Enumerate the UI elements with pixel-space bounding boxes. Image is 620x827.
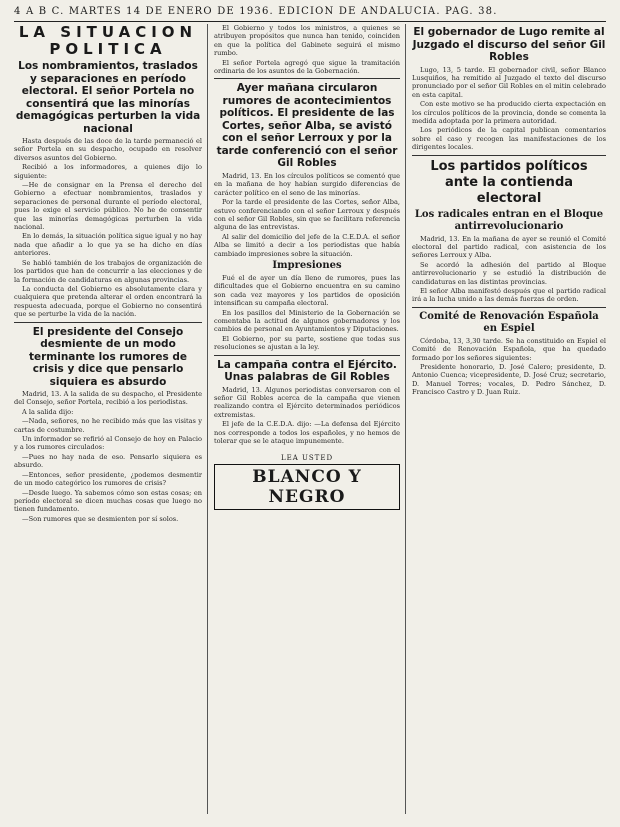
article-separator	[214, 355, 400, 356]
paragraph: Recibió a los informadores, a quienes dijo lo siguiente:	[14, 163, 202, 180]
paragraph: Presidente honorario, D. José Calero; presidente, D. Antonio Cuenca; vicepresidente, D. José Cruz; secretario, D. Manuel Torres; vocales, D. Pedro Sánchez, D. Francisco Castro y D. Juan Ruiz.	[412, 363, 606, 397]
paragraph: El jefe de la C.E.D.A. dijo: —La defensa del Ejército nos corresponde a todos los españoles, y no hemos de tolerar que se le ataque impunemente.	[214, 420, 400, 446]
paragraph: Fué el de ayer un día lleno de rumores, pues las dificultades que el Gobierno encuentra en su camino son cada vez mayores y los partidos de oposición intensifican su campaña electoral.	[214, 274, 400, 308]
article-separator	[214, 78, 400, 79]
article-headline: El gobernador de Lugo remite al Juzgado el discurso del señor Gil Robles	[412, 26, 606, 63]
column-3	[412, 24, 606, 820]
article-separator	[412, 307, 606, 308]
column-rule	[405, 24, 406, 814]
paragraph: El señor Alba manifestó después que el partido radical irá a la lucha unido a las demás fuerzas de orden.	[412, 287, 606, 304]
paragraph: Al salir del domicilio del jefe de la C.E.D.A. el señor Alba se limitó a decir a los periodistas que había cambiado impresiones sobre la situación.	[214, 232, 400, 258]
paragraph: A la salida dijo:	[22, 407, 74, 416]
paragraph: La conducta del Gobierno es absolutamente clara y cualquiera que pretenda alterar el orden encontrará la respuesta adecuada, porque el Gobierno no consentirá que se perturbe la vida de la nación.	[14, 284, 202, 319]
column-rule	[207, 24, 208, 814]
paragraph: Hasta después de las doce de la tarde permaneció el señor Portela en su despacho, ocupado en resolver diversos asuntos del Gobierno.	[14, 137, 202, 162]
article-separator	[14, 322, 202, 323]
paragraph: El señor Portela agregó que sigue la tramitación ordinaria de los asuntos de la Gobernación.	[214, 58, 400, 76]
paragraph: —Pues no hay nada de eso. Pensarlo siquiera es absurdo.	[14, 452, 202, 470]
paragraph: —Son rumores que se desmienten por sí solos.	[22, 514, 179, 523]
paragraph: Córdoba, 13, 3,30 tarde. Se ha constituido en Espiel el Comité de Renovación Española, que ha quedado formado por los señores siguientes:	[412, 336, 606, 362]
article-headline: La campaña contra el Ejército. Unas palabras de Gil Robles	[217, 358, 397, 384]
paragraph: Los periódicos de la capital publican comentarios sobre el caso y recogen las manifestaciones de los dirigentes locales.	[412, 126, 606, 152]
article-headline: El presidente del Consejo desmiente de un modo terminante los rumores de crisis y dice que pensarlo siquiera es absurdo	[28, 325, 188, 388]
page-header: 4 A B C. MARTES 14 DE ENERO DE 1936. EDICION DE ANDALUCIA. PAG. 38.	[14, 6, 498, 17]
paragraph: Se habló también de los trabajos de organización de los partidos que han de concurrir a las elecciones y de la formación de candidaturas en algunas provincias.	[14, 258, 202, 284]
ad-lead: LEA USTED	[280, 453, 334, 462]
column-1	[14, 24, 202, 820]
paragraph: Con este motivo se ha producido cierta expectación en los círculos políticos de la provincia, donde se comenta la medida adoptada por la primera autoridad.	[412, 100, 606, 125]
paragraph: Madrid, 13. Algunos periodistas conversaron con el señor Gil Robles acerca de la campaña que vienen realizando contra el Ejército determinados periódicos extremistas.	[214, 385, 400, 419]
paragraph: Madrid, 13. En la mañana de ayer se reunió el Comité electoral del partido radical, con asistencia de los señores Lerroux y Alba.	[412, 234, 606, 260]
article-separator	[412, 155, 606, 156]
article-headline: Los partidos políticos ante la contienda electoral	[430, 158, 588, 206]
article-subhead: Los radicales entran en el Bloque antirrevolucionario	[414, 208, 604, 232]
paragraph: Madrid, 13. A la salida de su despacho, el Presidente del Consejo, señor Portela, recibió a los periodistas.	[14, 390, 202, 407]
paragraph: El Gobierno y todos los ministros, a quienes se atribuyen propósitos que nunca han tenido, coinciden en que la política del Gabinete seguirá el mismo rumbo.	[214, 24, 400, 58]
paragraph: El Gobierno, por su parte, sostiene que todas sus resoluciones se ajustan a la ley.	[214, 334, 400, 352]
paragraph: —Nada, señores, no he recibido más que las visitas y cartas de costumbre.	[14, 417, 202, 434]
paragraph: —Entonces, señor presidente, ¿podemos desmentir de un modo categórico los rumores de crisis?	[14, 470, 202, 488]
article-headline: Ayer mañana circularon rumores de acontecimientos políticos. El presidente de las Cortes, señor Alba, se avistó con el señor Lerroux y por la tarde conferenció con el señor Gil Robles	[216, 82, 398, 170]
section-kicker: LA SITUACION POLITICA	[18, 24, 198, 58]
article-headline: Comité de Renovación Española en Espiel	[419, 310, 599, 334]
header-rule	[14, 21, 606, 22]
paragraph: Por la tarde el presidente de las Cortes, señor Alba, estuvo conferenciando con el señor Lerroux y después con el señor Gil Robles, sin que se facilitara referencia alguna de las entrevistas.	[214, 198, 400, 232]
article-subhead: Impresiones	[272, 260, 342, 271]
paragraph: En los pasillos del Ministerio de la Gobernación se comentaba la actitud de algunos gobernadores y los cambios de personal en Ayuntamientos y Diputaciones.	[214, 308, 400, 334]
paragraph: Un informador se refirió al Consejo de hoy en Palacio y a los rumores circulados:	[14, 435, 202, 452]
article-body	[14, 390, 202, 523]
paragraph: —He de consignar en la Prensa el derecho del Gobierno a efectuar nombramientos, traslados y separaciones de personal durante el período electoral, pues lo exige el servicio público. No he de consentir que las minorías demagógicas perturben la vida nacional.	[14, 181, 202, 232]
paragraph: —Desde luego. Ya sabemos cómo son estas cosas; en período electoral se dicen muchas cosas que luego no tienen fundamento.	[14, 488, 202, 514]
paragraph: Lugo, 13, 5 tarde. El gobernador civil, señor Blanco Lusquiños, ha remitido al Juzgado el texto del discurso pronunciado por el señor Gil Robles en el mitin celebrado en esta capital.	[412, 65, 606, 99]
column-2	[214, 24, 400, 820]
article-headline: Los nombramientos, traslados y separaciones en período electoral. El señor Portela no consentirá que las minorías demagógicas perturben la vida nacional	[15, 60, 201, 135]
article-body	[14, 137, 202, 319]
paragraph: Se acordó la adhesión del partido al Bloque antirrevolucionario y se estudió la distribución de candidaturas en las distintas provincias.	[412, 260, 606, 286]
advertisement: BLANCO Y NEGRO	[214, 464, 400, 510]
paragraph: Madrid, 13. En los círculos políticos se comentó que en la mañana de hoy habían surgido diferencias de carácter político en el seno de las minorías.	[214, 171, 400, 197]
paragraph: En lo demás, la situación política sigue igual y no hay nada que añadir a lo que ya se ha dicho en días anteriores.	[14, 232, 202, 258]
